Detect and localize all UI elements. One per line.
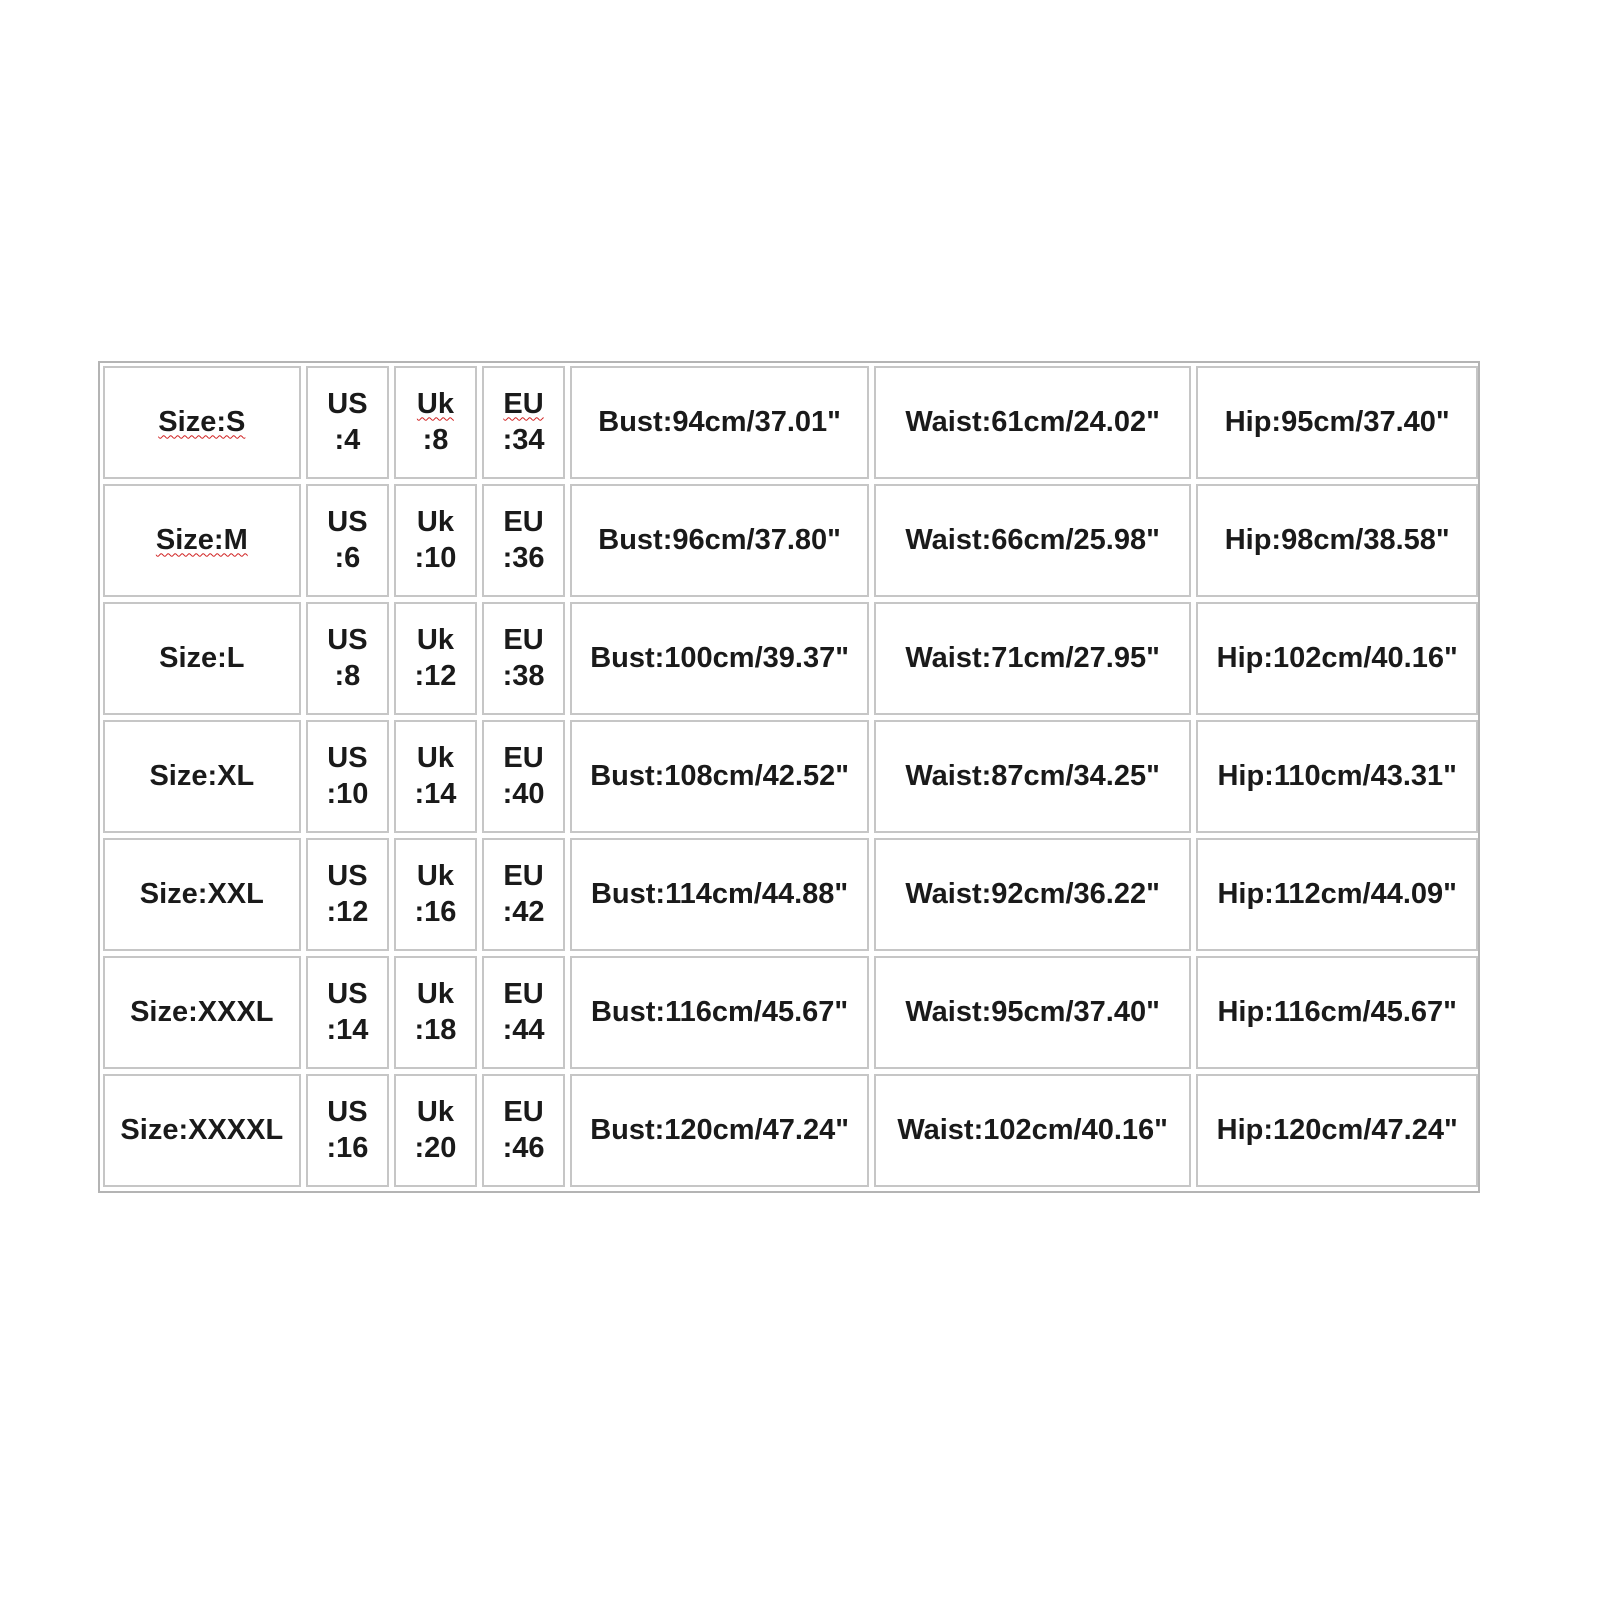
size-label: Size:M [155, 523, 248, 556]
waist-cell: Waist:87cm/34.25" [874, 720, 1192, 833]
us-size-cell [306, 366, 390, 479]
eu-size-cell [482, 838, 566, 951]
us-value: :10 [326, 777, 369, 810]
eu-size-cell [482, 602, 566, 715]
waist-cell: Waist:92cm/36.22" [874, 838, 1192, 951]
us-size-cell [306, 838, 390, 951]
hip-cell: Hip:120cm/47.24" [1196, 1074, 1478, 1187]
hip-cell: Hip:112cm/44.09" [1196, 838, 1478, 951]
uk-value: :12 [414, 659, 457, 692]
uk-size-cell [394, 602, 477, 715]
size-cell [103, 1074, 301, 1187]
bust-cell: Bust:120cm/47.24" [570, 1074, 869, 1187]
uk-label: Uk [416, 505, 454, 538]
size-cell [103, 720, 301, 833]
us-value: :12 [326, 895, 369, 928]
table-row [103, 720, 1478, 833]
uk-value: :14 [414, 777, 457, 810]
eu-value: :40 [502, 777, 545, 810]
us-size-cell [306, 1074, 390, 1187]
uk-size-cell [394, 1074, 477, 1187]
uk-size-cell [394, 956, 477, 1069]
hip-cell: Hip:95cm/37.40" [1196, 366, 1478, 479]
table-row [103, 838, 1478, 951]
hip-cell: Hip:98cm/38.58" [1196, 484, 1478, 597]
waist-cell: Waist:61cm/24.02" [874, 366, 1192, 479]
size-cell [103, 484, 301, 597]
table-row [103, 1074, 1478, 1187]
us-size-cell [306, 484, 390, 597]
waist-cell: Waist:66cm/25.98" [874, 484, 1192, 597]
hip-cell: Hip:110cm/43.31" [1196, 720, 1478, 833]
bust-cell: Bust:116cm/45.67" [570, 956, 869, 1069]
uk-label: Uk [416, 859, 454, 892]
us-label: US [327, 859, 368, 892]
size-chart [98, 361, 1480, 1193]
size-label: Size:XL [149, 759, 255, 792]
size-label: Size:XXXXL [120, 1113, 284, 1146]
uk-value: :16 [414, 895, 457, 928]
us-value: :4 [334, 423, 361, 456]
table-row [103, 602, 1478, 715]
uk-value: :10 [414, 541, 457, 574]
eu-label: EU [503, 859, 544, 892]
uk-label: Uk [416, 623, 454, 656]
us-size-cell [306, 602, 390, 715]
uk-value: :20 [414, 1131, 457, 1164]
uk-size-cell [394, 366, 477, 479]
eu-value: :44 [502, 1013, 545, 1046]
eu-value: :36 [502, 541, 545, 574]
us-size-cell [306, 720, 390, 833]
us-value: :6 [334, 541, 361, 574]
us-value: :16 [326, 1131, 369, 1164]
bust-cell: Bust:108cm/42.52" [570, 720, 869, 833]
uk-label: Uk [416, 387, 454, 420]
uk-size-cell [394, 838, 477, 951]
hip-cell: Hip:102cm/40.16" [1196, 602, 1478, 715]
eu-size-cell [482, 720, 566, 833]
eu-size-cell [482, 956, 566, 1069]
uk-size-cell [394, 484, 477, 597]
uk-size-cell [394, 720, 477, 833]
bust-cell: Bust:96cm/37.80" [570, 484, 869, 597]
eu-label: EU [503, 505, 544, 538]
table-row [103, 484, 1478, 597]
size-label: Size:L [159, 641, 245, 674]
eu-value: :38 [502, 659, 545, 692]
us-label: US [327, 505, 368, 538]
uk-label: Uk [416, 1095, 454, 1128]
size-label: Size:S [158, 405, 246, 438]
size-cell [103, 602, 301, 715]
size-cell [103, 956, 301, 1069]
waist-cell: Waist:95cm/37.40" [874, 956, 1192, 1069]
eu-value: :42 [502, 895, 545, 928]
eu-value: :46 [502, 1131, 545, 1164]
us-value: :14 [326, 1013, 369, 1046]
table-row [103, 956, 1478, 1069]
uk-label: Uk [416, 741, 454, 774]
eu-label: EU [503, 977, 544, 1010]
waist-cell: Waist:102cm/40.16" [874, 1074, 1192, 1187]
eu-label: EU [503, 623, 544, 656]
size-label: Size:XXL [139, 877, 264, 910]
eu-size-cell [482, 484, 566, 597]
bust-cell: Bust:100cm/39.37" [570, 602, 869, 715]
size-chart-table [98, 361, 1483, 1192]
eu-size-cell [482, 366, 566, 479]
us-label: US [327, 387, 368, 420]
us-label: US [327, 741, 368, 774]
hip-cell: Hip:116cm/45.67" [1196, 956, 1478, 1069]
us-label: US [327, 977, 368, 1010]
bust-cell: Bust:94cm/37.01" [570, 366, 869, 479]
us-size-cell [306, 956, 390, 1069]
uk-label: Uk [416, 977, 454, 1010]
size-cell [103, 838, 301, 951]
table-row [103, 366, 1478, 479]
uk-value: :18 [414, 1013, 457, 1046]
size-label: Size:XXXL [130, 995, 274, 1028]
waist-cell: Waist:71cm/27.95" [874, 602, 1192, 715]
uk-value: :8 [422, 423, 449, 456]
eu-value: :34 [502, 423, 545, 456]
size-cell [103, 366, 301, 479]
us-label: US [327, 623, 368, 656]
eu-label: EU [503, 1095, 544, 1128]
eu-label: EU [503, 387, 544, 420]
eu-size-cell [482, 1074, 566, 1187]
us-value: :8 [334, 659, 361, 692]
us-label: US [327, 1095, 368, 1128]
eu-label: EU [503, 741, 544, 774]
bust-cell: Bust:114cm/44.88" [570, 838, 869, 951]
